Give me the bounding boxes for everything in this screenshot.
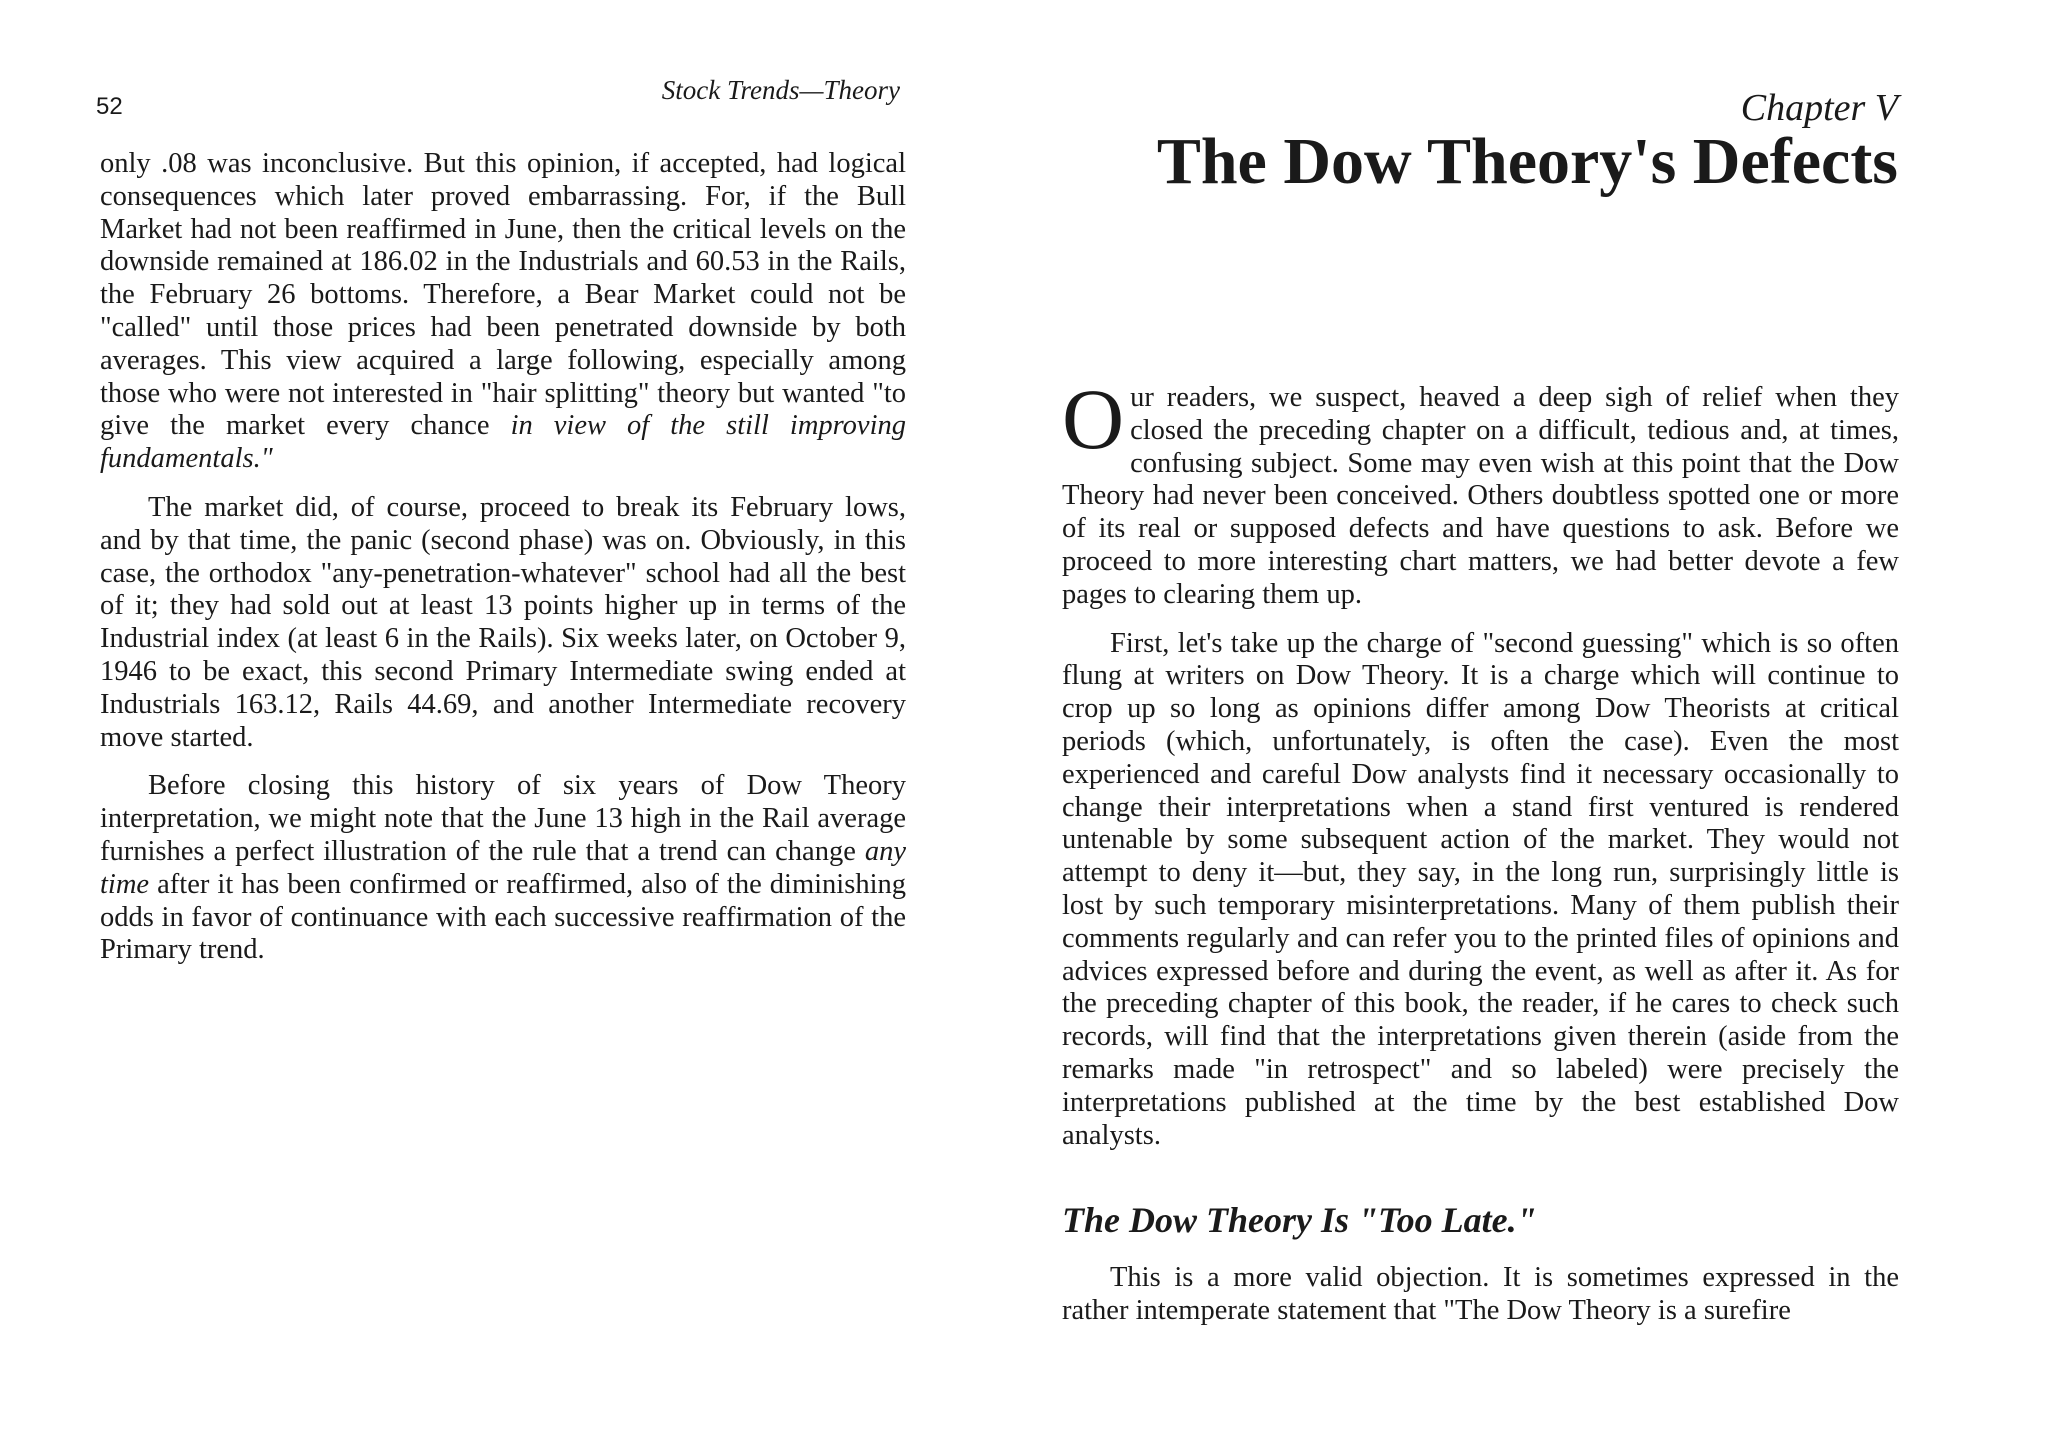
right-page-body	[1062, 371, 1899, 1328]
section-heading: The Dow Theory Is "Too Late."	[1062, 1200, 1537, 1241]
left-paragraph-3-text-a: Before closing this history of six years of Dow Theory interpretation, we might note that the June 13 high in the Rail average furnishes a perfect illustration of the rule that a trend can change	[100, 770, 906, 867]
running-head: Stock Trends—Theory	[661, 75, 900, 105]
right-paragraph-1-text: ur readers, we suspect, heaved a deep sigh of relief when they closed the preceding chapter on a difficult, tedious and, at times, confusing subject. Some may even wish at this point that the Dow Theory had never been conceived. Others doubtless spotted one or more of its real or supposed defects and have questions to ask. Before we proceed to more interesting chart matters, we had better devote a few pages to clearing them up.	[1062, 382, 1899, 610]
left-paragraph-1-italic: in view of the still improving fundamentals."	[100, 410, 906, 475]
right-paragraph-1	[1062, 371, 1899, 612]
right-paragraph-2: First, let's take up the charge of "second guessing" which is so often flung at writers on Dow Theory. It is a charge which will continue to crop up so long as opinions differ among Dow Theorists at critical periods (which, unfortunately, is often the case). Even the most experienced and careful Dow analysts find it necessary occasionally to change their interpretations when a stand first ventured is rendered untenable by some subsequent action of the market. They would not attempt to deny it—but, they say, in the long run, surprisingly little is lost by such temporary misinterpretations. Many of them publish their comments regularly and can refer you to the printed files of opinions and advices expressed before and during the event, as well as after it. As for the preceding chapter of this book, the reader, if he cares to check such records, will find that the interpretations given therein (aside from the remarks made "in retrospect" and so labeled) were precisely the interpretations published at the time by the best established Dow analysts.	[1062, 627, 1899, 1151]
left-paragraph-2: The market did, of course, proceed to break its February lows, and by that time, the panic (second phase) was on. Obviously, in this case, the orthodox "any-penetration-whatever" school had all the best of it; they had sold out at least 13 points higher up in terms of the Industrial index (at least 6 in the Rails). Six weeks later, on October 9, 1946 to be exact, this second Primary Intermediate swing ended at Industrials 163.12, Rails 44.69, and another Intermediate recovery move started.	[100, 491, 906, 753]
right-page	[1024, 0, 2048, 1448]
left-paragraph-1-text: only .08 was inconclusive. But this opinion, if accepted, had logical consequences which later proved embarrassing. For, if the Bull Market had not been reaffirmed in June, then the critical levels on the downside remained at 186.02 in the Industrials and 60.53 in the Rails, the February 26 bottoms. Therefore, a Bear Market could not be "called" until those prices had been penetrated downside by both averages. This view acquired a large following, especially among those who were not interested in "hair splitting" theory but wanted "to give the market every chance	[100, 148, 906, 442]
left-paragraph-1	[100, 148, 906, 476]
drop-cap: O	[1062, 371, 1125, 467]
left-paragraph-3	[100, 770, 906, 967]
chapter-title: The Dow Theory's Defects	[1156, 125, 1898, 198]
chapter-label: Chapter V	[1740, 87, 1898, 129]
left-paragraph-3-italic: any time	[100, 835, 906, 900]
left-page-body	[100, 148, 906, 967]
section-paragraph: This is a more valid objection. It is sometimes expressed in the rather intemperate statement that "The Dow Theory is a surefire	[1062, 1262, 1899, 1327]
left-paragraph-3-text-b: after it has been confirmed or reaffirmed, also of the diminishing odds in favor of continuance with each successive reaffirmation of the Primary trend.	[100, 868, 906, 966]
page-number: 52	[96, 93, 123, 120]
